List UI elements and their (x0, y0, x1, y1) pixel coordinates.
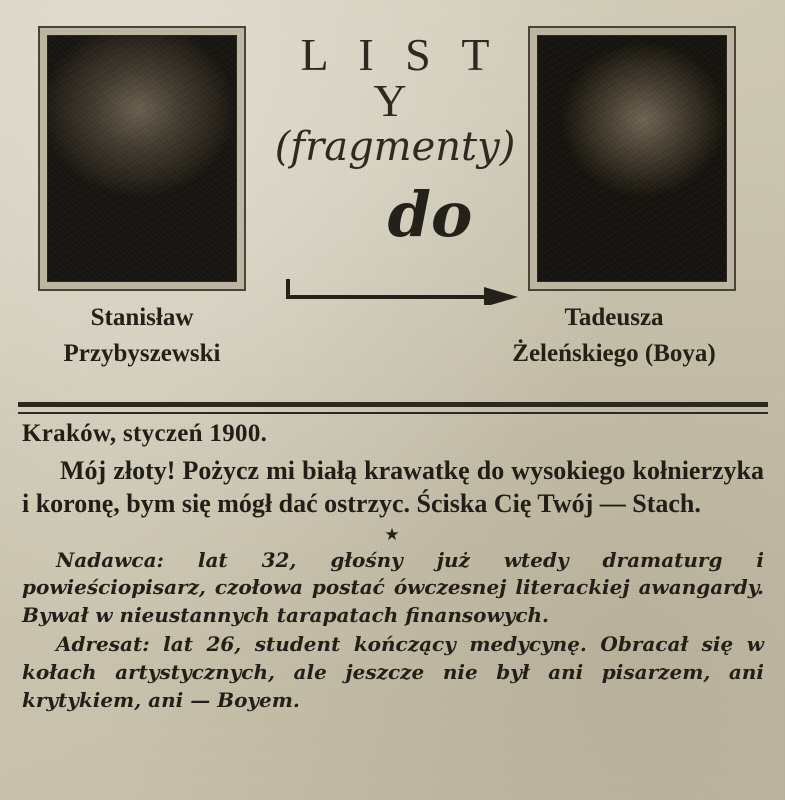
caption-sender (0, 300, 302, 373)
title-connector: do (387, 178, 473, 251)
page-title: L I S T Y (300, 29, 500, 126)
caption-recipient (454, 300, 774, 373)
photo-grain-overlay (538, 36, 726, 281)
portrait-frame-right (528, 26, 736, 291)
letter-signature: Stach. (632, 489, 701, 519)
divider-rule-top (18, 402, 768, 407)
page-subtitle: (fragmenty) (274, 124, 516, 170)
divider-rule-top-thin (18, 412, 768, 414)
portrait-photo-tadeusz-zelenski-boy (537, 35, 727, 282)
caption-sender-line1: Stanisław (90, 304, 194, 331)
masthead (0, 0, 785, 368)
portrait-frame-left (38, 26, 246, 291)
letter-body-text: Mój złoty! Pożycz mi białą krawatkę do wysokiego kołnierzyka i koronę, bym się mógł dać ostrzyc. Ściska Cię Twój — (22, 456, 764, 519)
photo-grain-overlay (48, 36, 236, 281)
note-sender-label: Nadawca: (56, 547, 164, 572)
note-recipient-label: Adresat: (56, 632, 150, 657)
note-recipient (22, 631, 764, 714)
title-block (265, 29, 525, 251)
dateline: Kraków, styczeń 1900. (22, 420, 268, 447)
article-body (22, 420, 764, 714)
caption-recipient-line2: Żeleńskiego (Boya) (512, 340, 716, 368)
letter-body (22, 454, 764, 521)
caption-sender-line2: Przybyszewski (63, 340, 221, 368)
star-separator-icon: ★ (384, 524, 402, 544)
note-sender (22, 547, 764, 630)
note-recipient-text: lat 26, student kończący medycynę. Obracał się w kołach artystycznych, ale jeszcze nie był ani pisarzem, ani krytykiem, ani — Boyem. (22, 632, 764, 712)
caption-recipient-line1: Tadeusza (564, 304, 664, 331)
portrait-photo-stanislaw-przybyszewski (47, 35, 237, 282)
note-sender-text: lat 32, głośny już wtedy dramaturg i powieściopisarz, czołowa postać ówczesnej literackiej awangardy. Bywał w nieustannych tarapatach finansowych. (22, 547, 764, 627)
